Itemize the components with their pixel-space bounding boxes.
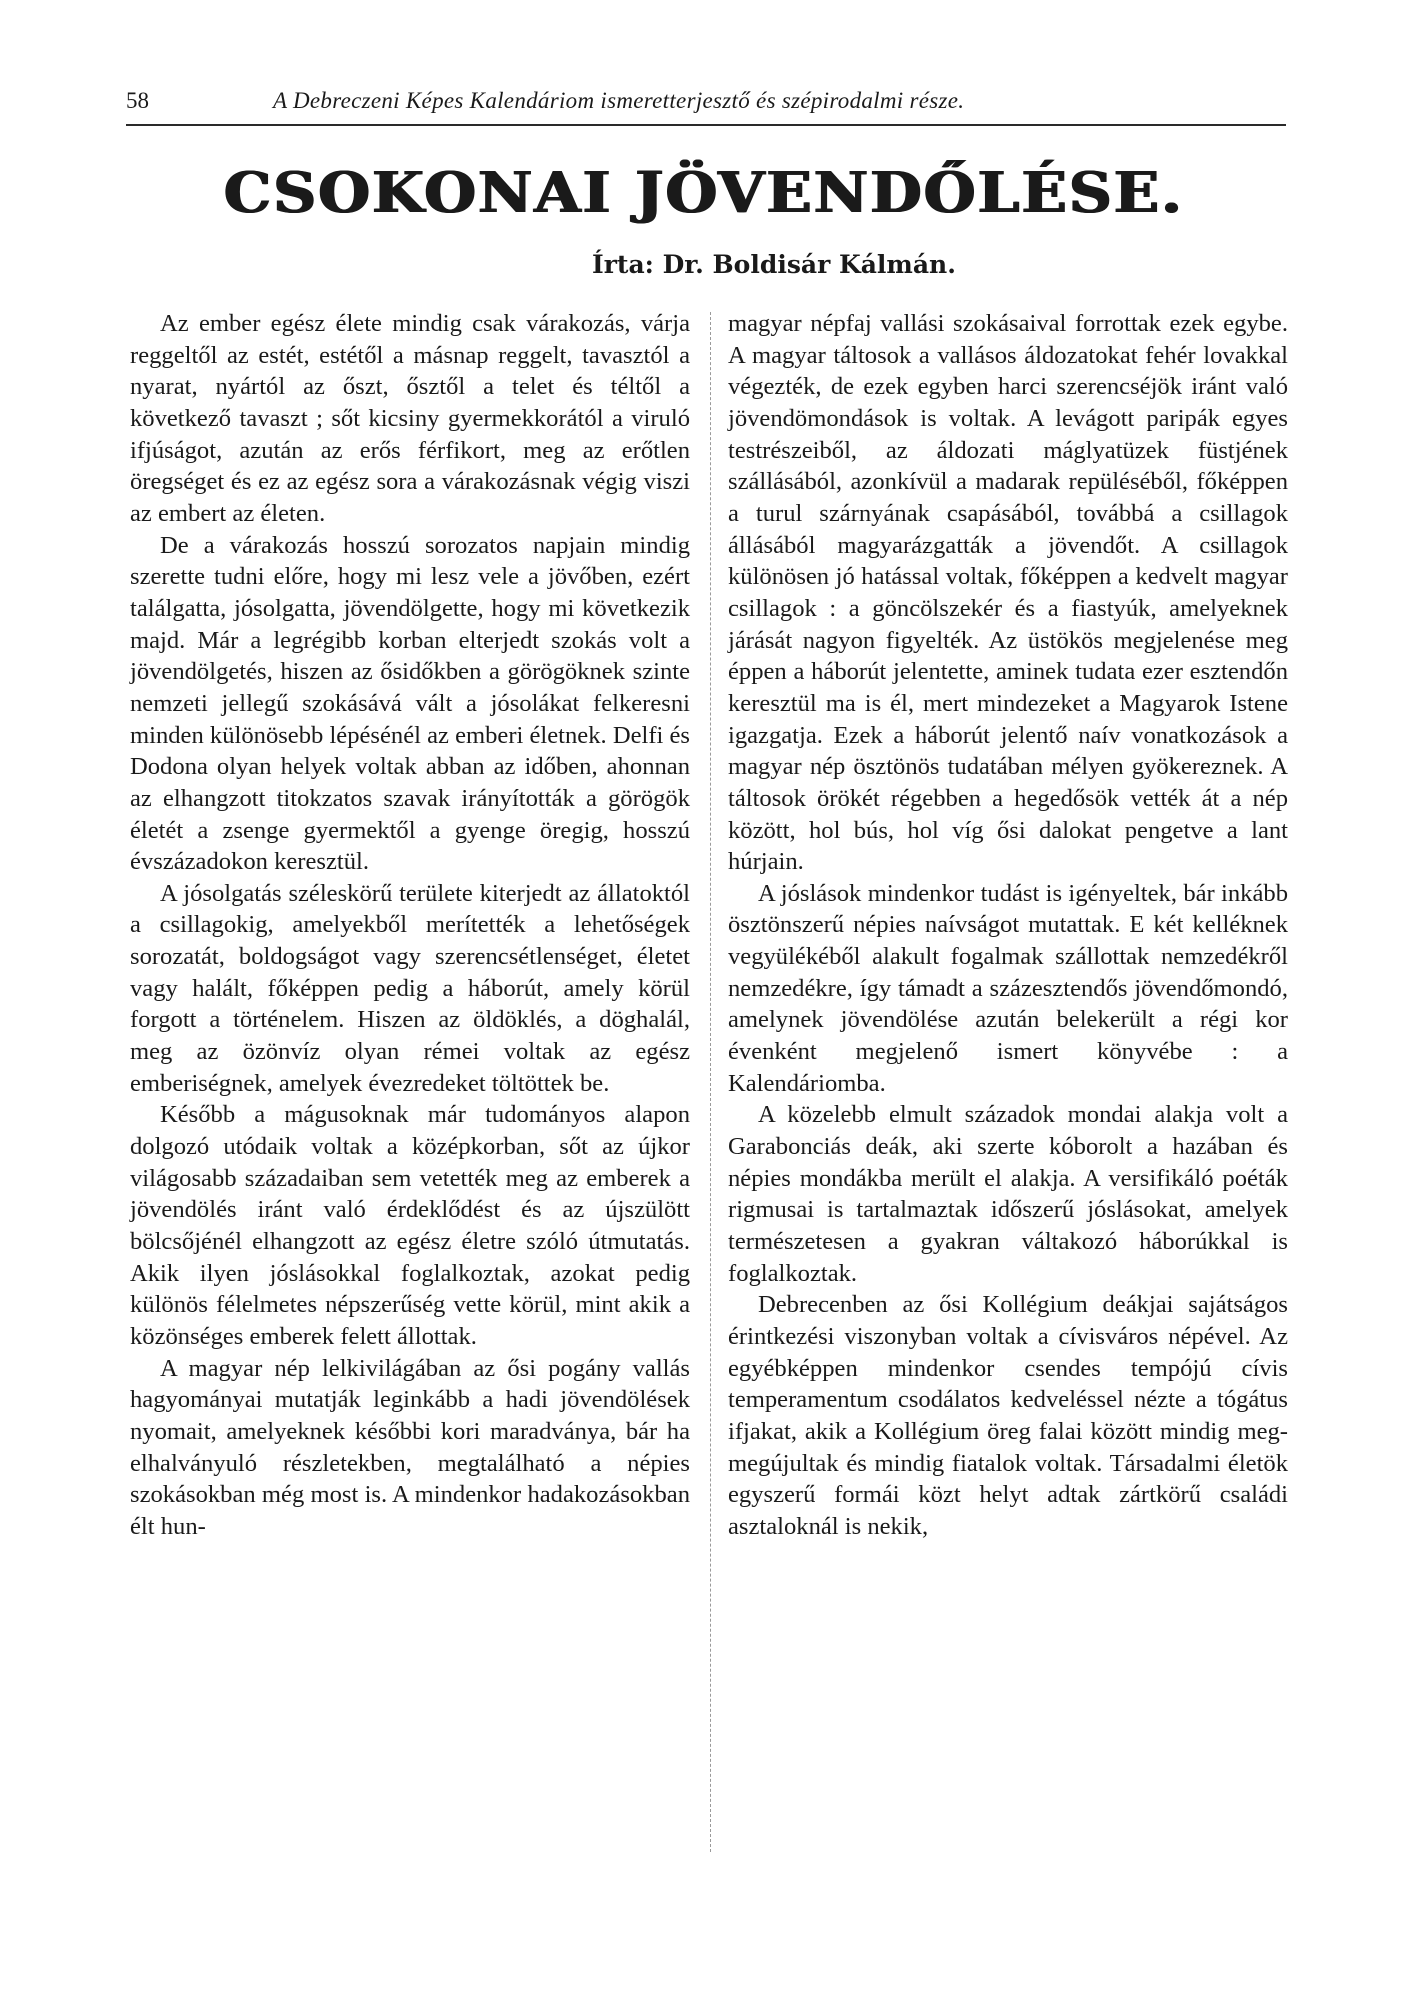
article-title: CSOKONAI JÖVENDŐLÉSE. bbox=[223, 160, 1185, 226]
page-number: 58 bbox=[126, 88, 149, 113]
article-byline: Írta: Dr. Boldisár Kálmán. bbox=[592, 250, 956, 279]
paragraph: A jóslások mindenkor tudást is igényeltek, bár inkább ösztönszerű népies naívságot mutattak. E két kelléknek vegyülékéből alakult fogalmak szállottak nemzedékről nemzedékre, így támadt a százesztendős jövendőmondó, amelynek jövendölése azután belekerült a régi kor évenként megjelenő ismert könyvébe : a Kalendáriomba. bbox=[728, 879, 1288, 1097]
paragraph: A jósolgatás széleskörű területe kiterjedt az állatoktól a csillagokig, amelyekből merítették a lehetőségek sorozatát, boldogságot vagy szerencsétlenséget, életet vagy halált, főképpen pedig a háborút, amely körül forgott a történelem. Hiszen az öldöklés, a döghalál, meg az özönvíz olyan rémei voltak az egész emberiségnek, amelyek évezredeket töltöttek be. bbox=[130, 879, 690, 1097]
paragraph: Debrecenben az ősi Kollégium deákjai sajátságos érintkezési viszonyban voltak a cívisváros népével. Az egyébképpen mindenkor csendes tempójú cívis temperamentum csodálatos kedveléssel nézte a tógátus ifjakat, akik a Kollégium öreg falai között mindig meg-megújultak és mindig fiatalok voltak. Társadalmi életök egyszerű formái közt helyt adtak zártkörű családi asztaloknál is nekik, bbox=[728, 1291, 1288, 1540]
paragraph: De a várakozás hosszú sorozatos napjain mindig szerette tudni előre, hogy mi lesz vele a jövőben, ezért találgatta, jósolgatta, jövendölgette, hogy mi következik majd. Már a legrégibb korban elterjedt szokás volt a jövendölgetés, hiszen az ősidőkben a görögöknek szinte nemzeti jellegű szokásává vált a jósolákat felkeresni minden különösebb lépésénél az emberi életnek. Delfi és Dodona olyan helyek voltak abban az időben, ahonnan az elhangzott titokzatos szavak irányították a görögök életét a zsenge gyermektől a gyenge öregig, hosszú évszázadokon keresztül. bbox=[130, 531, 690, 876]
paragraph: Az ember egész élete mindig csak várakozás, várja reggeltől az estét, estétől a másnap reggelt, tavasztól a nyarat, nyártól az őszt, ősztől a telet és téltől a következő tavaszt ; sőt kicsiny gyermekkorától a viruló ifjúságot, azután az erős férfikort, meg az erőtlen öregséget és ez az egész sora a várakozásnak végig viszi az embert az életen. bbox=[130, 310, 690, 527]
paragraph: Később a mágusoknak már tudományos alapon dolgozó utódaik voltak a középkorban, sőt az újkor világosabb századaiban sem vetették meg az emberek a jövendölés iránt való érdeklődést és az újszülött bölcsőjénél elhangzott az egész életre szóló útmutatás. Akik ilyen jóslásokkal foglalkoztak, azokat pedig különös félelmetes népszerűség vette körül, mint akik a közönséges emberek felett állottak. bbox=[130, 1101, 690, 1350]
paragraph: A magyar nép lelkivilágában az ősi pogány vallás hagyományai mutatják leginkább a hadi jövendölések nyomait, amelyeknek későbbi kori maradványa, bár ha elhalványuló részletekben, megtalálható a népies szokásokban még most is. A mindenkor hadakozásokban élt hun- bbox=[130, 1354, 690, 1540]
right-column bbox=[728, 308, 1288, 1543]
paragraph: magyar népfaj vallási szokásaival forrottak ezek egybe. A magyar táltosok a vallásos áldozatokat fehér lovakkal végezték, de ezek egyben harci szerencséjök iránt való jövendömondások is voltak. A levágott paripák egyes testrészeiből, az áldozati máglyatüzek füstjének szállásából, azonkívül a madarak repüléséből, főképpen a turul szárnyának csapásából, továbbá a csillagok állásából magyarázgatták a jövendőt. A csillagok különösen jó hatással voltak, főképpen a kedvelt magyar csillagok : a göncölszekér és a fiastyúk, amelyeknek járását nagyon figyelték. Az üstökös megjelenése meg éppen a háborút jelentette, aminek tudata ezer esztendőn keresztül ma is él, mert mindezeket a Magyarok Istene igazgatja. Ezek a háborút jelentő naív vonatkozások a magyar nép ösztönös tudatában mélyen gyökereznek. A táltosok örökét régebben a hegedősök vették át a nép között, hol bús, hol víg ősi dalokat pengetve a lant húrjain. bbox=[728, 310, 1288, 876]
column-divider bbox=[710, 312, 711, 1852]
running-header bbox=[126, 88, 1286, 126]
paragraph: A közelebb elmult századok mondai alakja volt a Garabonciás deák, aki szerte kóborolt a hazában és népies mondákba merült el alakja. A versifikáló poéták rigmusai is tartalmaztak időszerű jóslásokat, amelyek természetesen a gyakran váltakozó háborúkkal is foglalkoztak. bbox=[728, 1101, 1288, 1287]
running-head: A Debreczeni Képes Kalendáriom ismeretterjesztő és szépirodalmi része. bbox=[273, 88, 965, 113]
left-column bbox=[130, 308, 690, 1543]
